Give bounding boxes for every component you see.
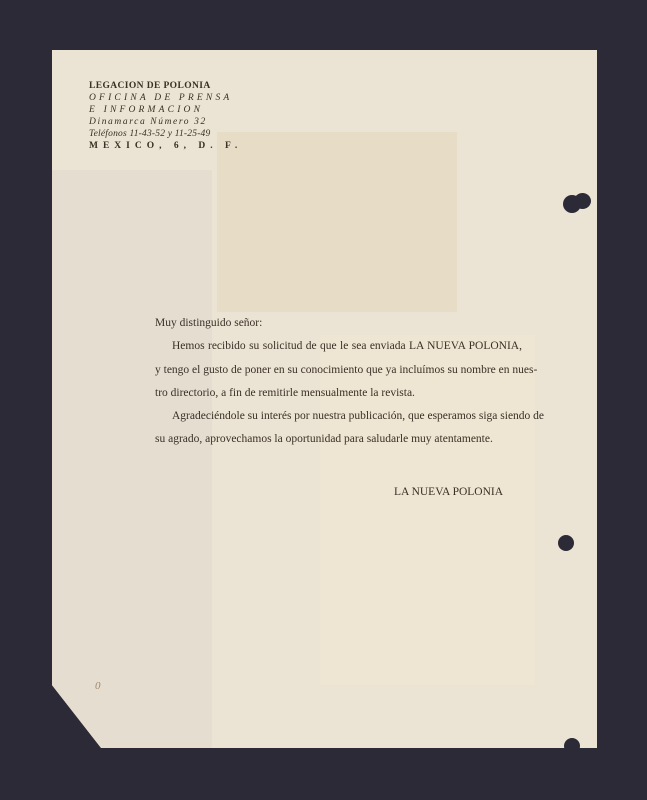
body-line: tro directorio, a fin de remitirle mensualmente la revista. [155,387,415,399]
body-line: Hemos recibido su solicitud de que le sea enviada LA NUEVA POLONIA, [172,340,522,352]
letterhead-org: LEGACION DE POLONIA [89,81,211,91]
letterhead-address: Dinamarca Número 32 [89,117,207,127]
paper-stain [52,170,212,748]
punch-hole [574,193,591,209]
body-line: su agrado, aprovechamos la oportunidad para saludarle muy atentamente. [155,433,493,445]
letterhead-office-2: E INFORMACION [89,105,204,115]
body-line: Agradeciéndole su interés por nuestra publicación, que esperamos siga siendo de [172,410,545,422]
body-line: y tengo el gusto de poner en su conocimiento que ya incluímos su nombre en nues- [155,364,538,376]
punch-hole [558,535,574,551]
signature: LA NUEVA POLONIA [394,486,504,498]
letter-page [52,50,597,748]
pencil-mark: 0 [95,680,101,692]
salutation: Muy distinguido señor: [155,317,263,329]
letterhead-phones: Teléfonos 11-43-52 y 11-25-49 [89,129,211,139]
punch-hole [564,738,580,754]
letterhead-city: MEXICO, 6, D. F. [89,141,243,151]
paper-stain [217,132,457,312]
letterhead-office: OFICINA DE PRENSA [89,93,233,103]
letterhead [89,80,242,152]
